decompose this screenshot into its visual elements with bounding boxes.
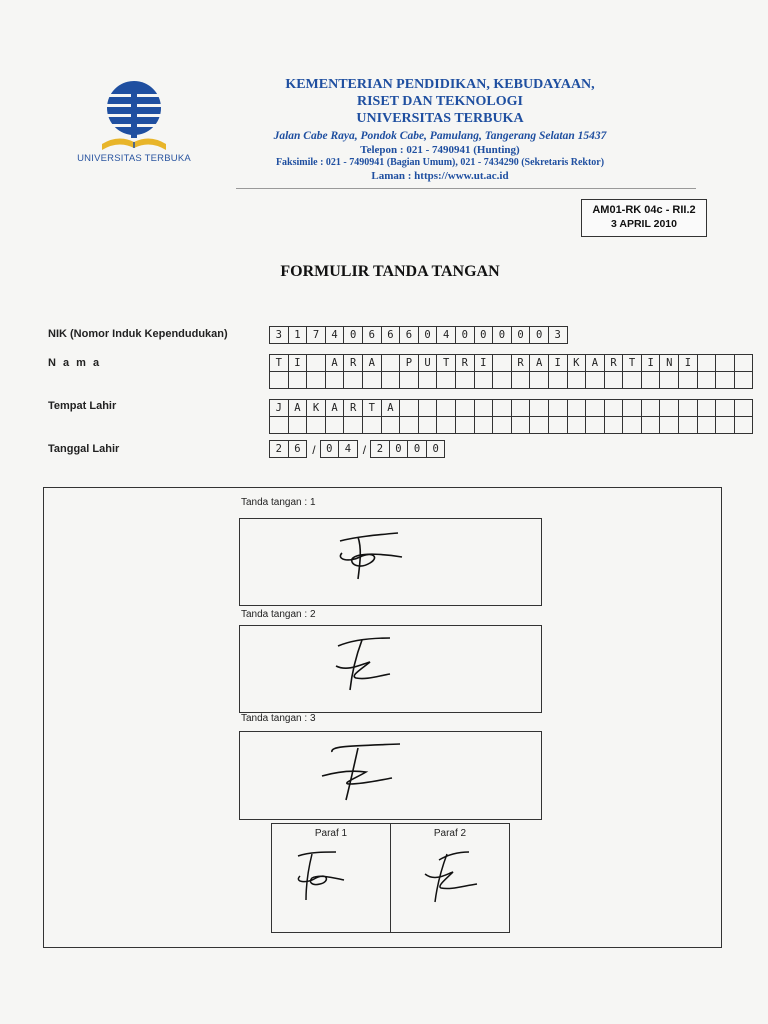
char-cell[interactable] xyxy=(306,416,326,434)
paraf-2-drawing xyxy=(391,842,509,930)
char-cell[interactable] xyxy=(288,416,308,434)
signature-2-drawing xyxy=(240,626,541,712)
char-cell[interactable]: U xyxy=(418,354,438,372)
fax: Faksimile : 021 - 7490941 (Bagian Umum), 021 - 7434290 (Sekretaris Rektor) xyxy=(275,157,605,168)
char-cell[interactable]: A xyxy=(529,354,549,372)
dob-day[interactable] xyxy=(270,441,307,458)
char-cell[interactable] xyxy=(678,371,698,389)
char-cell[interactable] xyxy=(436,416,456,434)
char-cell[interactable] xyxy=(325,371,345,389)
char-cell[interactable]: 2 xyxy=(370,440,390,458)
char-cell[interactable]: I xyxy=(474,354,494,372)
char-cell[interactable] xyxy=(269,371,289,389)
document-code-box xyxy=(581,199,707,237)
grid-row xyxy=(321,441,358,458)
char-cell[interactable] xyxy=(492,354,512,372)
char-cell[interactable] xyxy=(474,371,494,389)
char-cell[interactable] xyxy=(511,399,531,417)
char-cell[interactable]: R xyxy=(455,354,475,372)
char-cell[interactable]: A xyxy=(325,399,345,417)
dob-separator: / xyxy=(312,442,316,457)
char-cell[interactable]: 1 xyxy=(288,326,308,344)
char-cell[interactable]: 0 xyxy=(407,440,427,458)
char-cell[interactable]: I xyxy=(288,354,308,372)
char-cell[interactable] xyxy=(492,399,512,417)
char-cell[interactable]: A xyxy=(288,399,308,417)
char-cell[interactable]: 6 xyxy=(362,326,382,344)
signature-1-drawing xyxy=(240,519,541,605)
char-cell[interactable] xyxy=(511,416,531,434)
char-cell[interactable] xyxy=(455,416,475,434)
ministry-line2: RISET DAN TEKNOLOGI xyxy=(357,94,523,109)
phone: Telepon : 021 - 7490941 (Hunting) xyxy=(360,144,520,156)
char-cell[interactable] xyxy=(585,416,605,434)
char-cell[interactable] xyxy=(715,416,735,434)
char-cell[interactable] xyxy=(734,399,754,417)
char-cell[interactable] xyxy=(436,371,456,389)
char-cell[interactable] xyxy=(288,371,308,389)
char-cell[interactable]: A xyxy=(362,354,382,372)
document-code: AM01-RK 04c - RII.2 xyxy=(592,204,696,216)
char-cell[interactable]: 0 xyxy=(492,326,512,344)
form-title: FORMULIR TANDA TANGAN xyxy=(280,263,500,280)
char-cell[interactable] xyxy=(641,399,661,417)
char-cell[interactable] xyxy=(418,416,438,434)
char-cell[interactable] xyxy=(362,416,382,434)
char-cell[interactable]: K xyxy=(567,354,587,372)
tempat-lahir-input-grid[interactable] xyxy=(270,400,753,434)
char-cell[interactable]: T xyxy=(622,354,642,372)
char-cell[interactable]: 4 xyxy=(436,326,456,344)
char-cell[interactable]: 0 xyxy=(474,326,494,344)
char-cell[interactable]: 3 xyxy=(269,326,289,344)
char-cell[interactable] xyxy=(474,416,494,434)
grid-row xyxy=(270,372,753,389)
char-cell[interactable]: T xyxy=(362,399,382,417)
char-cell[interactable] xyxy=(399,399,419,417)
char-cell[interactable] xyxy=(659,371,679,389)
char-cell[interactable]: 6 xyxy=(399,326,419,344)
ministry-line1: KEMENTERIAN PENDIDIKAN, KEBUDAYAAN, xyxy=(285,77,595,92)
address: Jalan Cabe Raya, Pondok Cabe, Pamulang, Tangerang Selatan 15437 xyxy=(273,130,607,142)
char-cell[interactable] xyxy=(455,371,475,389)
nik-input-grid[interactable] xyxy=(270,327,568,344)
signature-3-drawing xyxy=(240,732,541,819)
grid-row xyxy=(371,441,445,458)
char-cell[interactable]: 2 xyxy=(269,440,289,458)
char-cell[interactable] xyxy=(678,416,698,434)
char-cell[interactable] xyxy=(715,399,735,417)
paraf-2-box[interactable] xyxy=(390,824,509,932)
char-cell[interactable] xyxy=(697,399,717,417)
signature-3-label: Tanda tangan : 3 xyxy=(241,713,316,724)
grid-row xyxy=(270,355,753,372)
char-cell[interactable] xyxy=(641,416,661,434)
signature-2-label: Tanda tangan : 2 xyxy=(241,609,316,620)
grid-row xyxy=(270,441,307,458)
char-cell[interactable] xyxy=(529,399,549,417)
char-cell[interactable] xyxy=(474,399,494,417)
char-cell[interactable] xyxy=(492,371,512,389)
char-cell[interactable]: A xyxy=(585,354,605,372)
char-cell[interactable] xyxy=(697,371,717,389)
dob-separator: / xyxy=(362,442,367,457)
char-cell[interactable] xyxy=(585,399,605,417)
char-cell[interactable] xyxy=(567,371,587,389)
grid-row xyxy=(270,400,753,417)
nama-input-grid[interactable] xyxy=(270,355,753,389)
char-cell[interactable] xyxy=(622,399,642,417)
char-cell[interactable]: R xyxy=(511,354,531,372)
char-cell[interactable]: 0 xyxy=(389,440,409,458)
char-cell[interactable]: R xyxy=(343,354,363,372)
char-cell[interactable] xyxy=(418,399,438,417)
char-cell[interactable] xyxy=(269,416,289,434)
char-cell[interactable] xyxy=(325,416,345,434)
char-cell[interactable] xyxy=(511,371,531,389)
char-cell[interactable]: 3 xyxy=(548,326,568,344)
char-cell[interactable]: R xyxy=(604,354,624,372)
char-cell[interactable]: J xyxy=(269,399,289,417)
paraf-2-label: Paraf 2 xyxy=(433,828,467,839)
char-cell[interactable] xyxy=(381,354,401,372)
paraf-1-label: Paraf 1 xyxy=(314,828,348,839)
char-cell[interactable] xyxy=(678,399,698,417)
char-cell[interactable]: 0 xyxy=(455,326,475,344)
char-cell[interactable]: 7 xyxy=(306,326,326,344)
char-cell[interactable] xyxy=(343,416,363,434)
char-cell[interactable] xyxy=(604,416,624,434)
char-cell[interactable]: N xyxy=(659,354,679,372)
char-cell[interactable]: 0 xyxy=(418,326,438,344)
header-divider xyxy=(236,188,696,189)
char-cell[interactable] xyxy=(734,416,754,434)
char-cell[interactable]: P xyxy=(399,354,419,372)
char-cell[interactable] xyxy=(529,416,549,434)
tanggal-lahir-input[interactable] xyxy=(270,441,445,458)
char-cell[interactable]: K xyxy=(306,399,326,417)
document-date: 3 APRIL 2010 xyxy=(611,218,677,230)
char-cell[interactable]: I xyxy=(678,354,698,372)
char-cell[interactable] xyxy=(622,416,642,434)
tanggal-lahir-label: Tanggal Lahir xyxy=(48,443,120,455)
dob-year[interactable] xyxy=(371,441,445,458)
char-cell[interactable] xyxy=(436,399,456,417)
char-cell[interactable] xyxy=(567,399,587,417)
char-cell[interactable] xyxy=(399,416,419,434)
grid-row xyxy=(270,327,568,344)
char-cell[interactable] xyxy=(418,371,438,389)
char-cell[interactable] xyxy=(585,371,605,389)
char-cell[interactable] xyxy=(659,416,679,434)
paraf-1-drawing xyxy=(272,842,390,930)
char-cell[interactable]: 6 xyxy=(288,440,308,458)
char-cell[interactable] xyxy=(362,371,382,389)
char-cell[interactable] xyxy=(381,416,401,434)
char-cell[interactable]: R xyxy=(343,399,363,417)
char-cell[interactable]: 4 xyxy=(338,440,358,458)
char-cell[interactable]: I xyxy=(548,354,568,372)
char-cell[interactable]: I xyxy=(641,354,661,372)
char-cell[interactable] xyxy=(381,371,401,389)
char-cell[interactable]: 4 xyxy=(325,326,345,344)
signature-3-box[interactable] xyxy=(239,731,542,820)
char-cell[interactable] xyxy=(399,371,419,389)
char-cell[interactable] xyxy=(697,416,717,434)
char-cell[interactable] xyxy=(455,399,475,417)
char-cell[interactable] xyxy=(343,371,363,389)
dob-month[interactable] xyxy=(321,441,358,458)
signature-2-box[interactable] xyxy=(239,625,542,713)
grid-row xyxy=(270,417,753,434)
char-cell[interactable] xyxy=(492,416,512,434)
char-cell[interactable] xyxy=(548,371,568,389)
char-cell[interactable]: T xyxy=(436,354,456,372)
logo-text: UNIVERSITAS TERBUKA xyxy=(77,153,191,164)
char-cell[interactable] xyxy=(641,371,661,389)
char-cell[interactable]: A xyxy=(381,399,401,417)
char-cell[interactable] xyxy=(697,354,717,372)
char-cell[interactable] xyxy=(567,416,587,434)
char-cell[interactable]: 0 xyxy=(320,440,340,458)
char-cell[interactable]: 6 xyxy=(381,326,401,344)
nama-label: N a m a xyxy=(48,357,102,369)
char-cell[interactable] xyxy=(734,354,754,372)
char-cell[interactable] xyxy=(734,371,754,389)
char-cell[interactable] xyxy=(715,371,735,389)
char-cell[interactable]: 0 xyxy=(343,326,363,344)
paraf-1-box[interactable] xyxy=(272,824,390,932)
char-cell[interactable] xyxy=(659,399,679,417)
char-cell[interactable] xyxy=(715,354,735,372)
website: Laman : https://www.ut.ac.id xyxy=(371,170,509,182)
char-cell[interactable]: 0 xyxy=(426,440,446,458)
char-cell[interactable]: A xyxy=(325,354,345,372)
char-cell[interactable] xyxy=(306,354,326,372)
signature-1-box[interactable] xyxy=(239,518,542,606)
char-cell[interactable]: T xyxy=(269,354,289,372)
char-cell[interactable] xyxy=(604,371,624,389)
char-cell[interactable] xyxy=(306,371,326,389)
tempat-lahir-label: Tempat Lahir xyxy=(48,400,117,412)
char-cell[interactable] xyxy=(622,371,642,389)
char-cell[interactable] xyxy=(604,399,624,417)
char-cell[interactable] xyxy=(529,371,549,389)
university-name: UNIVERSITAS TERBUKA xyxy=(356,111,524,126)
nik-label: NIK (Nomor Induk Kependudukan) xyxy=(48,328,228,340)
char-cell[interactable]: 0 xyxy=(511,326,531,344)
signature-1-label: Tanda tangan : 1 xyxy=(241,497,316,508)
char-cell[interactable] xyxy=(548,399,568,417)
ut-logo-icon xyxy=(98,78,170,156)
char-cell[interactable] xyxy=(548,416,568,434)
char-cell[interactable]: 0 xyxy=(529,326,549,344)
paraf-table xyxy=(271,823,510,933)
